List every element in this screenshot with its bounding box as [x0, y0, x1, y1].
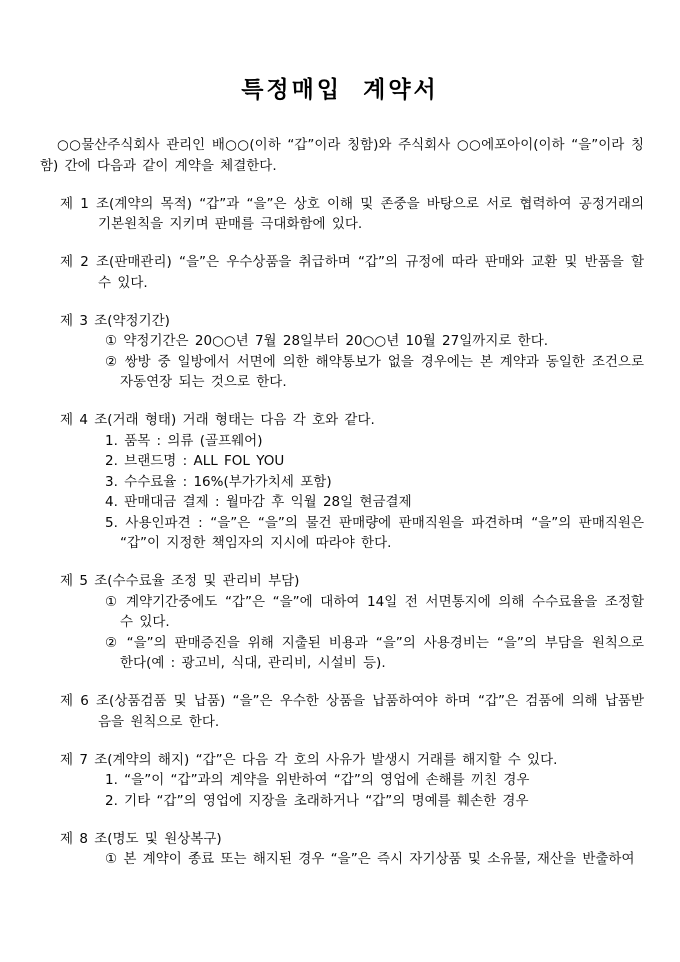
article-1: [60, 194, 644, 235]
article-7-item-1: 1. “을”이 “갑”과의 계약을 위반하여 “갑”의 영업에 손해를 끼친 경우: [105, 772, 530, 788]
article-5-item-1: ① 계약기간중에도 “갑”은 “을”에 대하여 14일 전 서면통지에 의해 수수료율을 조정할 수 있다.: [105, 593, 644, 630]
document-title: 특정매입 계약서: [241, 76, 439, 103]
article-1-head: [60, 194, 644, 235]
article-2-label: 제 2 조(판매관리): [60, 254, 172, 270]
article-4-item-2: 2. 브랜드명 : ALL FOL YOU: [105, 453, 285, 469]
article-3-item-1: ① 약정기간은 20○○년 7월 28일부터 20○○년 10월 27일까지로 한다.: [105, 333, 549, 349]
article-4-item-5: 5. 사용인파견 : “을”은 “을”의 물건 판매량에 판매직원을 파견하며 “을”의 판매직원은 “갑”이 지정한 책임자의 지시에 따라야 한다.: [105, 514, 644, 551]
article-3-item-2: ② 쌍방 중 일방에서 서면에 의한 해약통보가 없을 경우에는 본 계약과 동일한 조건으로 자동연장 되는 것으로 한다.: [105, 353, 644, 390]
article-3: [60, 311, 644, 393]
article-6-head: [60, 691, 644, 732]
article-3-label: 제 3 조(약정기간): [60, 312, 170, 329]
article-1-label: 제 1 조(계약의 목적): [60, 195, 192, 212]
article-6: [60, 691, 644, 732]
intro-paragraph: ○○물산주식회사 관리인 배○○(이하 “갑”이라 칭함)와 주식회사 ○○에포아이(이하 “을”이라 칭함) 간에 다음과 같이 계약을 체결한다.: [40, 137, 644, 174]
article-4-item-1: 1. 품목 : 의류 (골프웨어): [105, 432, 263, 449]
article-4-item-3: 3. 수수료율 : 16%(부가가치세 포함): [105, 473, 332, 490]
article-8: [60, 829, 644, 870]
article-8-item-1: ① 본 계약이 종료 또는 해지된 경우 “을”은 즉시 자기상품 및 소유물, 재산을 반출하여: [105, 851, 635, 867]
article-4: [60, 410, 644, 554]
article-4-item-4: 4. 판매대금 결제 : 월마감 후 익월 28일 현금결제: [105, 494, 412, 510]
article-4-head: [60, 410, 644, 431]
article-2: [60, 252, 644, 293]
article-7-label: 제 7 조(계약의 해지): [60, 751, 190, 768]
article-4-body: 거래 형태는 다음 각 호와 같다.: [182, 412, 375, 428]
article-7-body: “갑”은 다음 각 호의 사유가 발생시 거래를 해지할 수 있다.: [195, 751, 558, 768]
article-8-head: [60, 829, 644, 850]
article-4-label: 제 4 조(거래 형태): [60, 412, 177, 428]
article-7: [60, 750, 644, 812]
article-3-head: [60, 311, 644, 332]
article-8-label: 제 8 조(명도 및 원상복구): [60, 830, 222, 847]
article-1-body: “갑”과 “을”은 상호 이해 및 존중을 바탕으로 서로 협력하여 공정거래의 기본원칙을 지키며 판매를 극대화함에 있다.: [98, 195, 644, 232]
article-7-item-2: 2. 기타 “갑”의 영업에 지장을 초래하거나 “갑”의 명예를 훼손한 경우: [105, 792, 529, 809]
article-2-head: [60, 252, 644, 293]
article-5-label: 제 5 조(수수료율 조정 및 관리비 부담): [60, 573, 300, 589]
article-5-head: [60, 571, 644, 592]
article-6-label: 제 6 조(상품검품 및 납품): [60, 693, 226, 709]
article-5-item-2: ② “을”의 판매증진을 위해 지출된 비용과 “을”의 사용경비는 “을”의 부담을 원칙으로 한다(예 : 광고비, 식대, 관리비, 시설비 등).: [105, 634, 644, 671]
article-5: [60, 571, 644, 674]
article-2-body: “을”은 우수상품을 취급하며 “갑”의 규정에 따라 판매와 교환 및 반품을 할 수 있다.: [98, 254, 645, 291]
article-6-body: “을”은 우수한 상품을 납품하여야 하며 “갑”은 검품에 의해 납품받음을 원칙으로 한다.: [98, 693, 644, 730]
article-7-head: [60, 750, 644, 771]
